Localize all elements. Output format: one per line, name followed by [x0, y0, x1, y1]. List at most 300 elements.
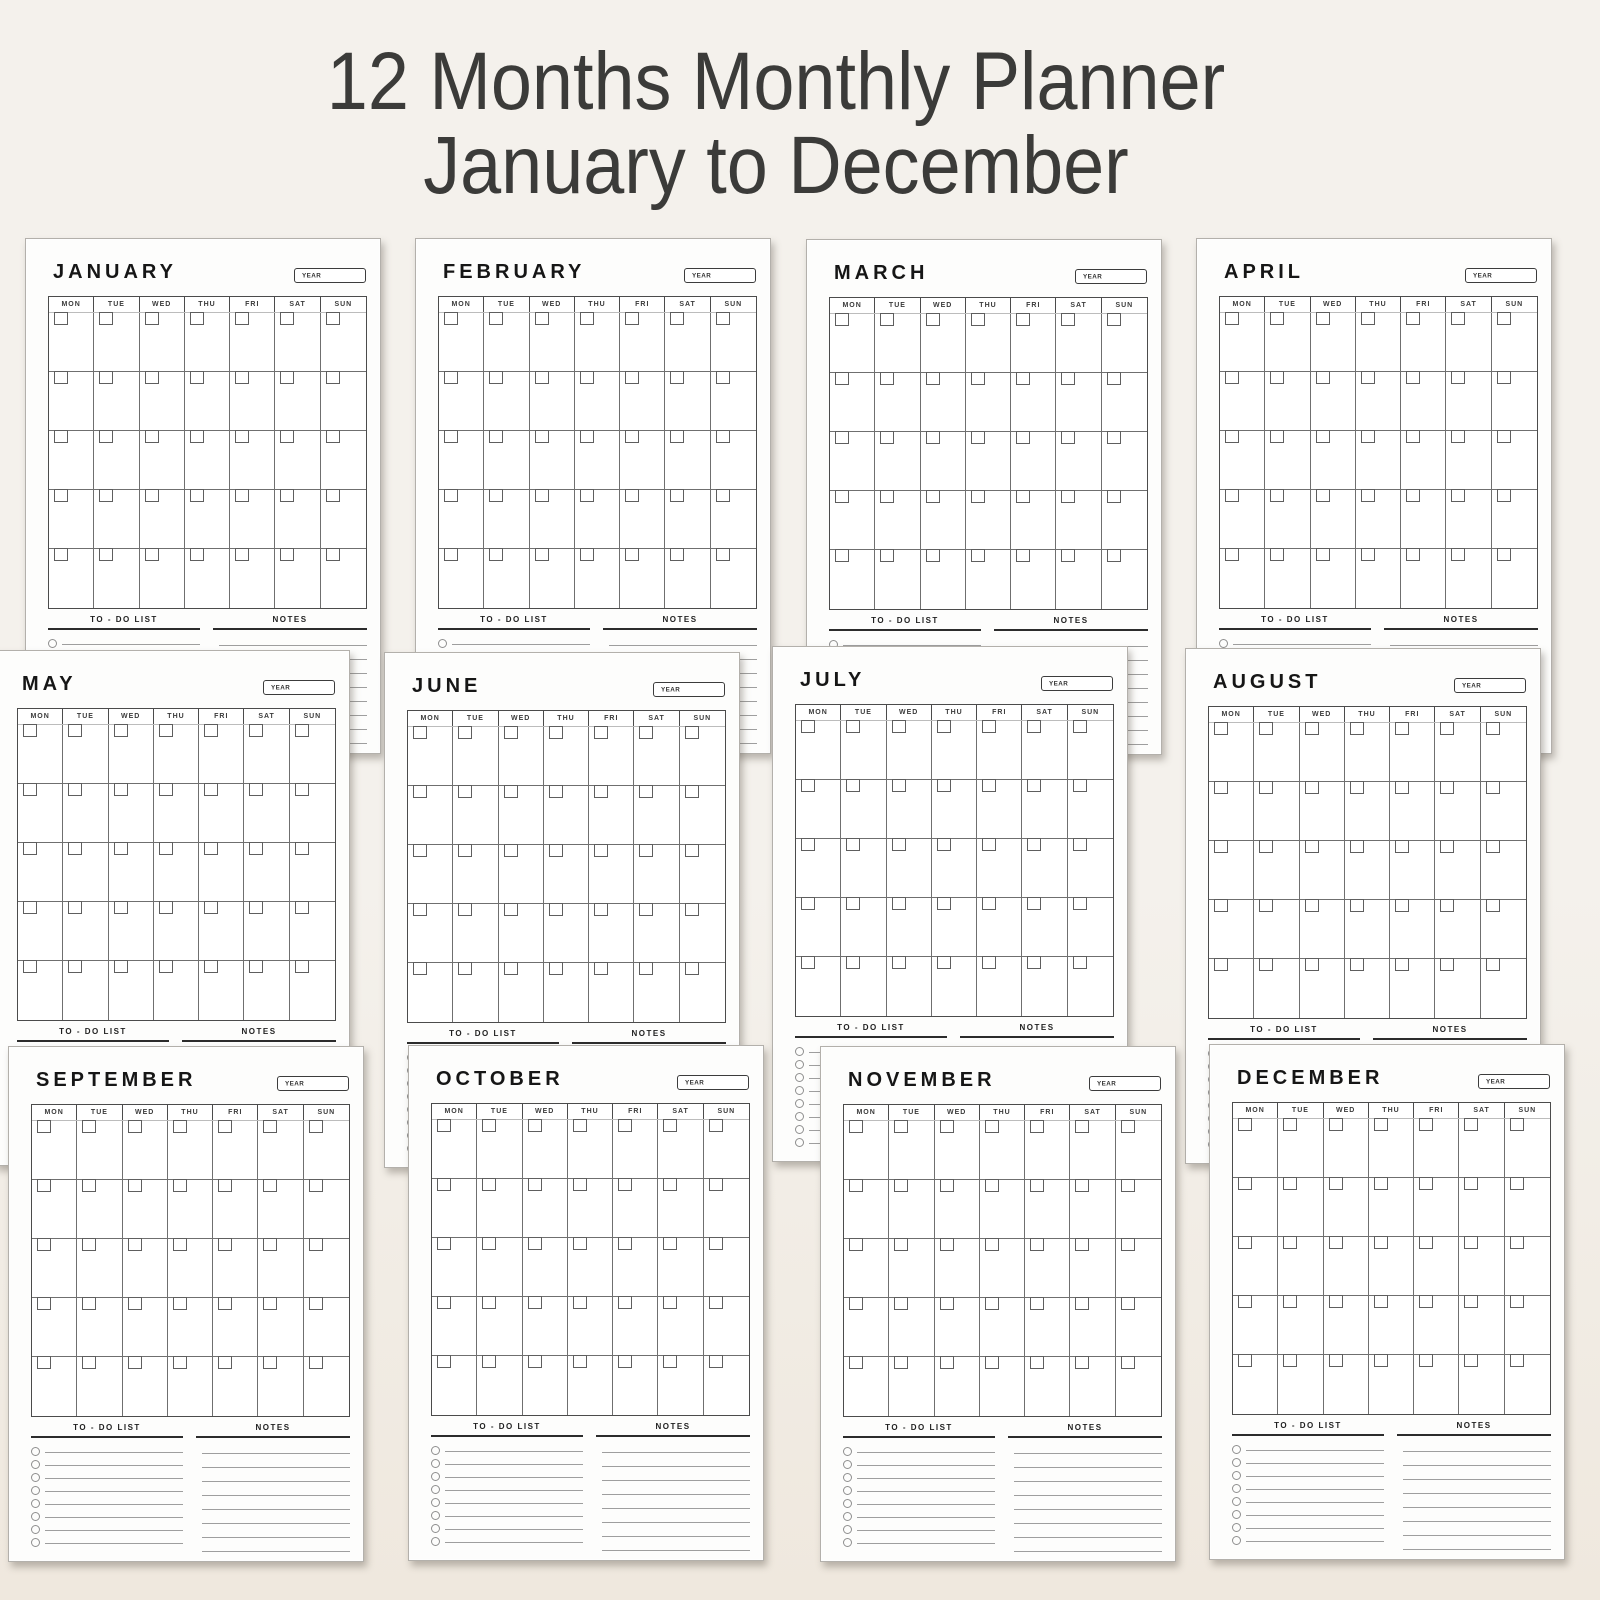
date-checkbox [573, 1296, 587, 1309]
weekday-label: SAT [1056, 298, 1101, 313]
date-checkbox [1225, 371, 1239, 384]
day-cell [321, 313, 366, 372]
checkbox-circle-icon [843, 1447, 852, 1456]
date-checkbox [1030, 1356, 1044, 1369]
day-cell [140, 431, 185, 490]
weekday-label: SUN [1129, 1109, 1148, 1116]
date-checkbox [1259, 781, 1273, 794]
weekday-header-row [830, 298, 1147, 314]
date-checkbox [1030, 1238, 1044, 1251]
day-cell [213, 1239, 258, 1298]
weekday-label: SUN [1518, 1107, 1537, 1114]
notes-underline [1384, 628, 1538, 630]
day-cell [530, 372, 575, 431]
weekday-label: THU [1369, 1103, 1414, 1118]
year-label: YEAR [1462, 683, 1482, 690]
weekday-header-row [1209, 707, 1526, 723]
date-checkbox [295, 901, 309, 914]
day-cell [1481, 959, 1526, 1018]
day-cell [321, 490, 366, 549]
day-cell [123, 1121, 168, 1180]
date-checkbox [1464, 1118, 1478, 1131]
todo-lines [431, 1439, 583, 1543]
day-cell [544, 845, 589, 904]
day-cell [168, 1298, 213, 1357]
day-cell [1209, 841, 1254, 900]
date-checkbox [190, 548, 204, 561]
notes-writing-line [602, 1453, 750, 1467]
day-cell [290, 961, 335, 1020]
weekday-label: THU [568, 1104, 613, 1119]
day-cell [1369, 1178, 1414, 1237]
weekday-label: FRI [613, 1104, 658, 1119]
date-checkbox [145, 489, 159, 502]
page-title-line2: January to December [423, 120, 1129, 211]
footer-sections [31, 1423, 350, 1552]
weekday-label: TUE [841, 705, 886, 720]
checkbox-circle-icon [795, 1073, 804, 1082]
day-cell [499, 845, 544, 904]
day-cell [844, 1121, 889, 1180]
month-title: MARCH [834, 262, 929, 284]
day-cell [1011, 314, 1056, 373]
date-checkbox [413, 903, 427, 916]
date-checkbox [926, 313, 940, 326]
todo-writing-line [1246, 1489, 1384, 1503]
date-checkbox [68, 724, 82, 737]
day-cell [1209, 723, 1254, 782]
day-cell [530, 431, 575, 490]
date-checkbox [880, 313, 894, 326]
day-cell [213, 1298, 258, 1357]
date-checkbox [99, 312, 113, 325]
day-cell [1390, 959, 1435, 1018]
notes-writing-line [1403, 1522, 1551, 1536]
date-checkbox [580, 371, 594, 384]
todo-writing-line [1246, 1437, 1384, 1451]
day-cell [680, 786, 725, 845]
date-checkbox [594, 785, 608, 798]
date-checkbox [1061, 431, 1075, 444]
day-cell [711, 313, 756, 372]
date-checkbox [1510, 1118, 1524, 1131]
day-cell [1102, 432, 1147, 491]
day-cell [49, 313, 94, 372]
date-checkbox [1225, 548, 1239, 561]
date-checkbox [1395, 840, 1409, 853]
checkbox-circle-icon [431, 1537, 440, 1546]
day-cell [77, 1357, 122, 1416]
date-checkbox [709, 1178, 723, 1191]
todo-writing-line [45, 1452, 183, 1466]
notes-writing-line [609, 632, 757, 646]
day-cell [1369, 1119, 1414, 1178]
weekday-label: THU [966, 298, 1011, 313]
date-checkbox [1073, 779, 1087, 792]
notes-writing-line [1014, 1496, 1162, 1510]
day-cell [1070, 1121, 1115, 1180]
weekday-label: SUN [1115, 302, 1134, 309]
day-cell [484, 549, 529, 608]
date-checkbox [145, 371, 159, 384]
date-checkbox [37, 1238, 51, 1251]
date-checkbox [1451, 371, 1465, 384]
day-cell [32, 1180, 77, 1239]
calendar-cells [1233, 1119, 1550, 1414]
day-cell [1254, 723, 1299, 782]
day-cell [620, 431, 665, 490]
date-checkbox [249, 901, 263, 914]
weekday-label: FRI [1390, 707, 1435, 722]
date-checkbox [1510, 1177, 1524, 1190]
todo-writing-line [857, 1439, 995, 1453]
notes-writing-line [602, 1481, 750, 1495]
weekday-label: MON [32, 1105, 77, 1120]
day-cell [980, 1239, 1025, 1298]
date-checkbox [639, 844, 653, 857]
date-checkbox [413, 726, 427, 739]
weekday-header-row [439, 297, 756, 313]
date-checkbox [846, 838, 860, 851]
date-checkbox [190, 312, 204, 325]
weekday-label: MON [1209, 707, 1254, 722]
date-checkbox [528, 1237, 542, 1250]
notes-underline [960, 1036, 1114, 1038]
date-checkbox [940, 1238, 954, 1251]
day-cell [1401, 549, 1446, 608]
day-cell [830, 314, 875, 373]
date-checkbox [880, 372, 894, 385]
date-checkbox [971, 313, 985, 326]
day-cell [875, 550, 920, 609]
weekday-header-row [1233, 1103, 1550, 1119]
day-cell [168, 1180, 213, 1239]
weekday-header-row [32, 1105, 349, 1121]
day-cell [977, 721, 1022, 780]
weekday-label: FRI [589, 711, 634, 726]
notes-underline [1397, 1434, 1551, 1436]
day-cell [432, 1179, 477, 1238]
date-checkbox [23, 842, 37, 855]
day-cell [49, 372, 94, 431]
weekday-label: SUN [717, 1108, 736, 1115]
date-checkbox [1419, 1354, 1433, 1367]
day-cell [199, 784, 244, 843]
date-checkbox [846, 897, 860, 910]
day-cell [304, 1239, 349, 1298]
day-cell [844, 1357, 889, 1416]
date-checkbox [685, 726, 699, 739]
date-checkbox [835, 490, 849, 503]
date-checkbox [1027, 779, 1041, 792]
date-checkbox [926, 490, 940, 503]
todo-writing-line [1246, 1528, 1384, 1542]
checkbox-circle-icon [843, 1473, 852, 1482]
day-cell [123, 1180, 168, 1239]
date-checkbox [580, 548, 594, 561]
date-checkbox [37, 1356, 51, 1369]
checkbox-circle-icon [795, 1138, 804, 1147]
date-checkbox [99, 430, 113, 443]
date-checkbox [663, 1355, 677, 1368]
day-cell [1278, 1178, 1323, 1237]
date-checkbox [1107, 431, 1121, 444]
checkbox-circle-icon [1232, 1471, 1241, 1480]
date-checkbox [1030, 1179, 1044, 1192]
day-cell [711, 372, 756, 431]
day-cell [966, 314, 1011, 373]
todo-writing-line [1246, 1476, 1384, 1490]
day-cell [932, 957, 977, 1016]
weekday-label: FRI [1414, 1103, 1459, 1118]
weekday-label: FRI [620, 297, 665, 312]
day-cell [1401, 431, 1446, 490]
date-checkbox [1238, 1118, 1252, 1131]
day-cell [1209, 782, 1254, 841]
date-checkbox [1027, 897, 1041, 910]
todo-writing-line [1246, 1515, 1384, 1529]
notes-writing-line [1403, 1438, 1551, 1452]
date-checkbox [1510, 1236, 1524, 1249]
date-checkbox [894, 1356, 908, 1369]
notes-lines [596, 1439, 750, 1551]
date-checkbox [1214, 899, 1228, 912]
date-checkbox [249, 960, 263, 973]
date-checkbox [1350, 958, 1364, 971]
day-cell [575, 431, 620, 490]
date-checkbox [54, 430, 68, 443]
day-cell [1435, 723, 1480, 782]
date-checkbox [190, 489, 204, 502]
day-cell [154, 784, 199, 843]
day-cell [154, 725, 199, 784]
date-checkbox [618, 1178, 632, 1191]
date-checkbox [1305, 958, 1319, 971]
date-checkbox [625, 548, 639, 561]
todo-writing-line [857, 1491, 995, 1505]
day-cell [1324, 1355, 1369, 1414]
date-checkbox [1225, 430, 1239, 443]
todo-title: TO - DO LIST [1261, 615, 1329, 624]
month-calendar-grid [829, 297, 1148, 610]
day-cell [1492, 372, 1537, 431]
weekday-header-row [796, 705, 1113, 721]
checkbox-circle-icon [795, 1060, 804, 1069]
weekday-label: SUN [724, 301, 743, 308]
day-cell [1068, 839, 1113, 898]
date-checkbox [982, 838, 996, 851]
checkbox-circle-icon [431, 1472, 440, 1481]
date-checkbox [971, 372, 985, 385]
weekday-header-row [844, 1105, 1161, 1121]
checkbox-circle-icon [31, 1525, 40, 1534]
day-cell [658, 1356, 703, 1415]
date-checkbox [295, 842, 309, 855]
date-checkbox [709, 1237, 723, 1250]
day-cell [244, 961, 289, 1020]
day-cell [77, 1180, 122, 1239]
date-checkbox [1316, 312, 1330, 325]
weekday-label: SUN [1081, 709, 1100, 716]
day-cell [568, 1238, 613, 1297]
year-label: YEAR [685, 1080, 705, 1087]
todo-writing-line [445, 1516, 583, 1530]
day-cell [935, 1298, 980, 1357]
day-cell [32, 1121, 77, 1180]
day-cell [154, 843, 199, 902]
date-checkbox [880, 431, 894, 444]
day-cell [932, 780, 977, 839]
day-cell [63, 784, 108, 843]
date-checkbox [849, 1297, 863, 1310]
date-checkbox [190, 371, 204, 384]
todo-writing-line [62, 631, 200, 645]
weekday-label: TUE [875, 298, 920, 313]
date-checkbox [437, 1178, 451, 1191]
date-checkbox [528, 1178, 542, 1191]
day-cell [275, 372, 320, 431]
day-cell [1492, 490, 1537, 549]
todo-writing-line [445, 1503, 583, 1517]
date-checkbox [458, 844, 472, 857]
date-checkbox [685, 962, 699, 975]
date-checkbox [413, 962, 427, 975]
day-cell [889, 1121, 934, 1180]
date-checkbox [1329, 1295, 1343, 1308]
date-checkbox [663, 1119, 677, 1132]
day-cell [1022, 721, 1067, 780]
notes-title: NOTES [1443, 615, 1479, 624]
day-cell [49, 549, 94, 608]
calendar-cells [32, 1121, 349, 1416]
day-cell [889, 1239, 934, 1298]
notes-writing-line [202, 1468, 350, 1482]
date-checkbox [437, 1296, 451, 1309]
day-cell [680, 963, 725, 1022]
date-checkbox [1214, 958, 1228, 971]
day-cell [1324, 1119, 1369, 1178]
date-checkbox [190, 430, 204, 443]
day-cell [1459, 1355, 1504, 1414]
day-cell [49, 431, 94, 490]
day-cell [258, 1357, 303, 1416]
date-checkbox [309, 1238, 323, 1251]
day-cell [665, 490, 710, 549]
date-checkbox [625, 430, 639, 443]
date-checkbox [1259, 899, 1273, 912]
day-cell [841, 839, 886, 898]
weekday-label: SAT [665, 297, 710, 312]
day-cell [620, 490, 665, 549]
date-checkbox [1075, 1356, 1089, 1369]
date-checkbox [204, 724, 218, 737]
day-cell [932, 839, 977, 898]
date-checkbox [1121, 1179, 1135, 1192]
day-cell [140, 372, 185, 431]
date-checkbox [1510, 1354, 1524, 1367]
todo-writing-line [445, 1477, 583, 1491]
notes-writing-line [602, 1495, 750, 1509]
day-cell [530, 549, 575, 608]
day-cell [1356, 549, 1401, 608]
day-cell [1356, 431, 1401, 490]
day-cell [1505, 1355, 1550, 1414]
date-checkbox [1329, 1118, 1343, 1131]
date-checkbox [849, 1238, 863, 1251]
todo-writing-line [445, 1529, 583, 1543]
checkbox-circle-icon [843, 1486, 852, 1495]
date-checkbox [670, 489, 684, 502]
todo-writing-line [1246, 1450, 1384, 1464]
date-checkbox [1061, 313, 1075, 326]
day-cell [1278, 1237, 1323, 1296]
todo-writing-line [45, 1478, 183, 1492]
day-cell [1492, 431, 1537, 490]
day-cell [109, 843, 154, 902]
day-cell [568, 1297, 613, 1356]
date-checkbox [892, 720, 906, 733]
day-cell [18, 843, 63, 902]
day-cell [523, 1120, 568, 1179]
notes-writing-line [1014, 1482, 1162, 1496]
date-checkbox [249, 783, 263, 796]
day-cell [544, 904, 589, 963]
day-cell [875, 373, 920, 432]
date-checkbox [1270, 430, 1284, 443]
day-cell [634, 963, 679, 1022]
weekday-label: THU [1356, 297, 1401, 312]
date-checkbox [1016, 372, 1030, 385]
day-cell [18, 784, 63, 843]
date-checkbox [1451, 430, 1465, 443]
date-checkbox [1464, 1354, 1478, 1367]
day-cell [1056, 314, 1101, 373]
weekday-label: TUE [77, 1105, 122, 1120]
date-checkbox [204, 901, 218, 914]
month-title: AUGUST [1213, 671, 1322, 693]
date-checkbox [145, 430, 159, 443]
todo-title: TO - DO LIST [885, 1423, 953, 1432]
date-checkbox [1440, 840, 1454, 853]
notes-writing-line [1014, 1454, 1162, 1468]
weekday-header-row [432, 1104, 749, 1120]
notes-section [196, 1423, 350, 1552]
day-cell [18, 902, 63, 961]
weekday-label: SAT [1435, 707, 1480, 722]
page-title-line1: 12 Months Monthly Planner [326, 36, 1226, 127]
day-cell [230, 431, 275, 490]
date-checkbox [1075, 1238, 1089, 1251]
day-cell [432, 1238, 477, 1297]
day-cell [887, 898, 932, 957]
date-checkbox [504, 785, 518, 798]
day-cell [1209, 900, 1254, 959]
day-cell [1492, 549, 1537, 608]
planner-page-september [8, 1046, 364, 1562]
date-checkbox [295, 783, 309, 796]
date-checkbox [218, 1179, 232, 1192]
day-cell [1390, 782, 1435, 841]
todo-writing-line [857, 1452, 995, 1466]
date-checkbox [1497, 489, 1511, 502]
day-cell [1390, 841, 1435, 900]
date-checkbox [1270, 371, 1284, 384]
month-calendar-grid [1208, 706, 1527, 1019]
date-checkbox [482, 1119, 496, 1132]
todo-line [31, 1531, 183, 1544]
date-checkbox [535, 371, 549, 384]
date-checkbox [1350, 781, 1364, 794]
